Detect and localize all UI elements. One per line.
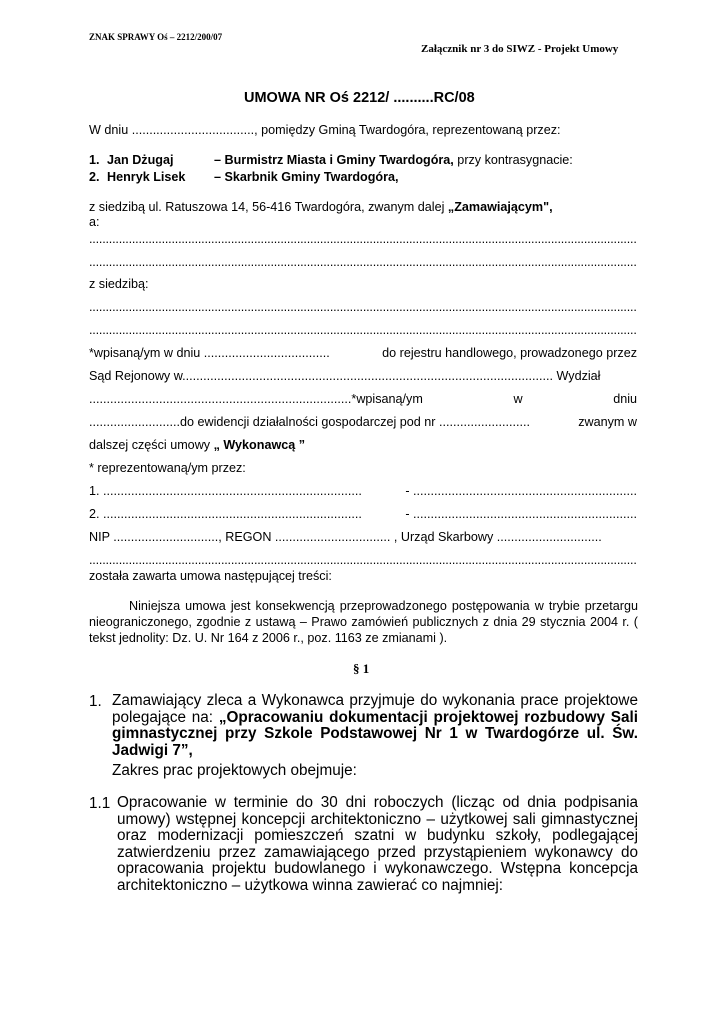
contractor-name: „ Wykonawcą ” [213,438,306,452]
registry-text: *wpisaną/ym w dniu .................................... [89,346,330,360]
rep-number: 1. [89,153,100,167]
item-number: 1. [89,693,102,710]
preamble-paragraph [89,598,638,646]
client-name: „Zamawiającym", [447,200,553,214]
seat-line [89,200,553,214]
blank-line[interactable] [89,323,637,337]
blank-line[interactable] [89,553,637,567]
registry-line-3 [89,392,637,406]
rep-number: 2. [89,170,100,184]
blank-line[interactable] [89,255,637,269]
item-1-1-paragraph: Opracowanie w terminie do 30 dni roboczych (licząc od dnia podpisania umowy) wstępnej koncepcji architektoniczno – użytkowej sali gimnastycznej oraz modernizacji pomieszczeń szatni w budynku szkoły, podlegającej zatwierdzeniu przez zamawiającego przed przystąpieniem wykonawcy do opracowania projektu budowlanego i wykonawczego. Wstępna koncepcja architektoniczno – użytkowa winna zawierać co najmniej: [117,794,638,894]
seat-text: z siedzibą ul. Ratuszowa 14, 56-416 Twardogóra, zwanym dalej [89,200,448,214]
registry-text: ...........................................................................*wpisaną/ym [89,392,423,406]
registry-text: dalszej części umowy [89,438,214,452]
scope-line: Zakres prac projektowych obejmuje: [112,762,357,779]
rep-role [214,153,573,167]
blank-line[interactable] [89,232,637,246]
person-role-blank[interactable]: - ................................................................ [405,507,637,521]
case-number: ZNAK SPRAWY Oś – 2212/200/07 [89,32,223,42]
registry-text: do rejestru handlowego, prowadzonego przez [382,346,637,360]
registry-line-4 [89,415,637,429]
item-1-text: Zamawiający zleca a Wykonawca przyjmuje do wykonania prace projektowe polegające na: [112,692,638,726]
registry-line-5 [89,438,305,452]
preamble-text: Niniejsza umowa jest konsekwencją przeprowadzonego postępowania w trybie przetargu nieograniczonego, zgodnie z ustawą – Prawo zamówień publicznych z dnia 29 stycznia 2004 r. ( tekst jednolity: Dz. U. Nr 164 z 2006 r., poz. 1163 ze zmianami ). [89,599,638,645]
intro-line: W dniu ..................................., pomiędzy Gminą Twardogóra, reprezentowaną przez: [89,123,561,137]
rep-name: Jan Dżugaj [107,153,174,167]
ids-line: NIP .............................., REGON ................................. , Urząd Skarbowy .............................. [89,530,602,544]
concluded-line: została zawarta umowa następującej treści: [89,569,332,583]
rep-role: – Skarbnik Gminy Twardogóra, [214,170,399,184]
registry-text: w [513,392,523,406]
blank-line[interactable] [89,300,637,314]
seat-label: z siedzibą: [89,277,149,291]
document-title: UMOWA NR Oś 2212/ ..........RC/08 [244,90,475,106]
rep-role-text: – Burmistrz Miasta i Gminy Twardogóra, [214,153,454,167]
item-1-paragraph [112,693,638,759]
person-line-1 [89,484,637,498]
represented-by: * reprezentowaną/ym przez: [89,461,246,475]
person-role-blank[interactable]: - ................................................................ [405,484,637,498]
project-name: „Opracowaniu dokumentacji projektowej rozbudowy Sali gimnastycznej przy Szkole Podstawowej Nr 1 w Twardogórze ul. Św. Jadwigi 7”, [112,708,638,759]
item-number: 1.1 [89,795,111,812]
section-heading: § 1 [353,661,370,676]
registry-text: zwanym w [578,415,637,429]
rep-suffix: przy kontrasygnacie: [453,153,573,167]
representative-1 [89,153,100,167]
person-name-blank[interactable]: 1. .......................................................................... [89,484,362,498]
registry-text: dniu [613,392,637,406]
registry-line-2: Sąd Rejonowy w.......................................................................................................... Wydział [89,369,601,383]
registry-line-1 [89,346,637,360]
person-line-2 [89,507,637,521]
person-name-blank[interactable]: 2. .......................................................................... [89,507,362,521]
rep-name: Henryk Lisek [107,170,186,184]
registry-text: ..........................do ewidencji działalności gospodarczej pod nr .......................... [89,415,530,429]
attachment-label: Załącznik nr 3 do SIWZ - Projekt Umowy [421,43,619,55]
seat-and: a: [89,215,100,229]
